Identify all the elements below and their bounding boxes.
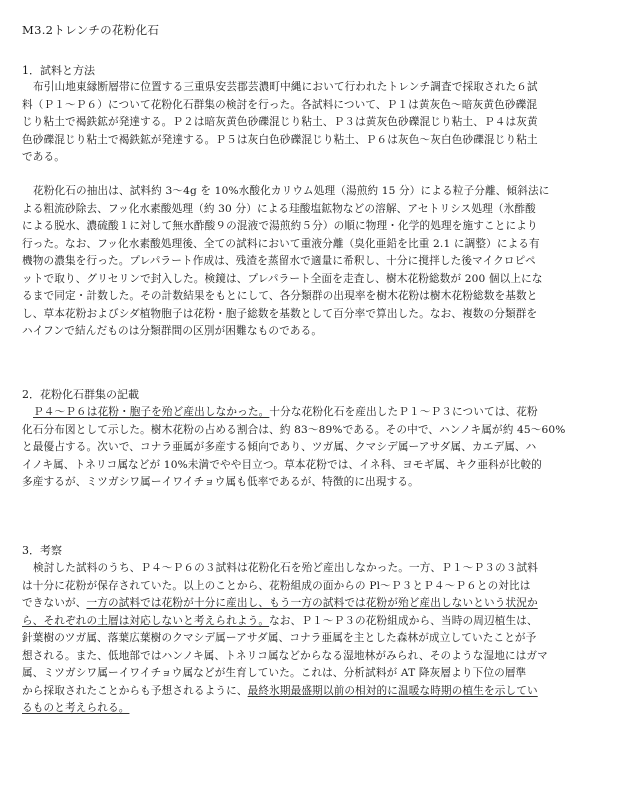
- section-1-heading: 1．試料と方法: [22, 64, 95, 77]
- text-line: による脱水、濃硫酸１に対して無水酢酸９の混液で湯煎約５分）の順に物理・化学的処理を施すことにより: [22, 220, 538, 232]
- section-3-paragraph: [22, 560, 597, 718]
- underlined-text: Ｐ４～Ｐ６は花粉・胞子を殆ど産出しなかった。: [33, 406, 270, 418]
- text-line: ットで取り、グリセリンで封入した。検鏡は、プレパラート全面を走査し、樹木花粉総数が 200 個以上にな: [22, 272, 543, 285]
- text-line: じり粘土で褐鉄鉱が発達する。Ｐ２は暗灰黄色砂礫混じり粘土、Ｐ３は黄灰色砂礫混じり粘土、Ｐ４は灰黄: [22, 116, 538, 128]
- text-line: るまで同定・計数した。その計数結果をもとにして、各分類群の出現率を樹木花粉は樹木花粉総数を基数と: [22, 290, 538, 302]
- text-line: 想される。また、低地部ではハンノキ属、トネリコ属などからなる湿地林がみられ、そのような湿地にはガマ: [22, 649, 548, 662]
- text-line: し、草本花粉およびシダ植物胞子は花粉・胞子総数を基数として百分率で算出した。なお、複数の分類群を: [22, 307, 538, 320]
- text-line: 行った。なお、フッ化水素酸処理後、全ての試料において重液分離（臭化亜鉛を比重 2.1 に調整）による有: [22, 237, 540, 250]
- text-line: と最優占する。次いで、コナラ亜属が多産する傾向であり、ツガ属、クマシデ属ーアサダ属、カエデ属、ハ: [22, 441, 537, 453]
- text-line: 針葉樹のツガ属、落葉広葉樹のクマシデ属ーアサダ属、コナラ亜属を主とした森林が成立していたことが予: [22, 632, 537, 644]
- section-1-paragraph-1: [22, 79, 597, 167]
- section-2-paragraph: [22, 404, 597, 492]
- text-line: 検討した試料のうち、Ｐ４～Ｐ６の３試料は花粉化石を殆ど産出しなかった。一方、Ｐ１～Ｐ３の３試料: [33, 562, 538, 574]
- text-line: [22, 700, 597, 718]
- text-run: から採取されたことからも予想されるように、: [22, 684, 248, 697]
- section-3-heading: 3．考察: [22, 544, 62, 557]
- underlined-text: 最終氷期最盛期以前の相対的に温暖な時期の植生を示してい: [247, 684, 538, 697]
- text-line: 多産するが、ミツガシワ属ーイワイチョウ属も低率であるが、特徴的に出現する。: [22, 476, 419, 488]
- text-line: は十分に花粉が保存されていた。以上のことから、花粉組成の面からの Pl～Ｐ３とＰ４～Ｐ６との対比は: [22, 579, 531, 592]
- text-line: 化石分布図として示した。樹木花粉の占める割合は、約 83～89%である。その中で、ハンノキ属が約 45～60%: [22, 423, 566, 436]
- text-line: 布引山地東縁断層帯に位置する三重県安芸郡芸濃町中縄において行われたトレンチ調査で採取された６試: [33, 81, 538, 93]
- section-2-heading: 2．花粉化石群集の記載: [22, 388, 139, 401]
- text-line: [22, 613, 597, 631]
- underlined-text: 一方の試料では花粉が十分に産出し、もう一方の試料では花粉が殆ど産出しないという状況か: [86, 597, 538, 609]
- text-line: イノキ属、トネリコ属などが 10%未満でやや目立つ。草本花粉では、イネ科、ヨモギ属、キク亜科が比較的: [22, 458, 542, 471]
- text-line: 色砂礫混じり粘土で褐鉄鉱が発達する。Ｐ５は灰白色砂礫混じり粘土、Ｐ６は灰色～灰白色砂礫混じり粘土: [22, 133, 538, 146]
- underlined-text: るものと考えられる。: [22, 702, 130, 714]
- page-title: M3.2トレンチの花粉化石: [22, 23, 160, 37]
- text-line: [22, 595, 597, 613]
- text-line: ハイフンで結んだものは分類群間の区別が困難なものである。: [22, 325, 323, 337]
- underlined-text: ら、それぞれの土層は対応しないと考えられよう。: [22, 614, 270, 627]
- text-line: よる粗流砂除去、フッ化水素酸処理（約 30 分）による珪酸塩鉱物などの溶解、アセトリシス処理（氷酢酸: [22, 202, 536, 215]
- text-line: 属、ミツガシワ属ーイワイチョウ属などが生育していた。これは、分析試料が AT 降灰層より下位の層準: [22, 667, 527, 679]
- text-line: である。: [22, 151, 65, 163]
- text-line: 花粉化石の抽出は、試料約 3～4g を 10%水酸化カリウム処理（湯煎約 15 分）による粒子分離、傾斜法に: [33, 185, 550, 197]
- text-line: [22, 683, 597, 701]
- section-1-paragraph-2: [22, 183, 597, 341]
- text-run: 十分な花粉化石を産出したＰ１～Ｐ３については、花粉: [269, 406, 538, 418]
- text-line: 料（Ｐ１～Ｐ６）について花粉化石群集の検討を行った。各試料について、Ｐ１は黄灰色～暗灰黄色砂礫混: [22, 98, 538, 111]
- text-run: できないが、: [22, 597, 87, 609]
- text-run: なお、Ｐ１～Ｐ３の花粉組成から、当時の周辺植生は、: [269, 614, 538, 627]
- text-line: 機物の濃集を行った。プレパラート作成は、残渣を蒸留水で適量に希釈し、十分に撹拌した後マイクロピペ: [22, 255, 536, 267]
- text-line: [22, 404, 597, 422]
